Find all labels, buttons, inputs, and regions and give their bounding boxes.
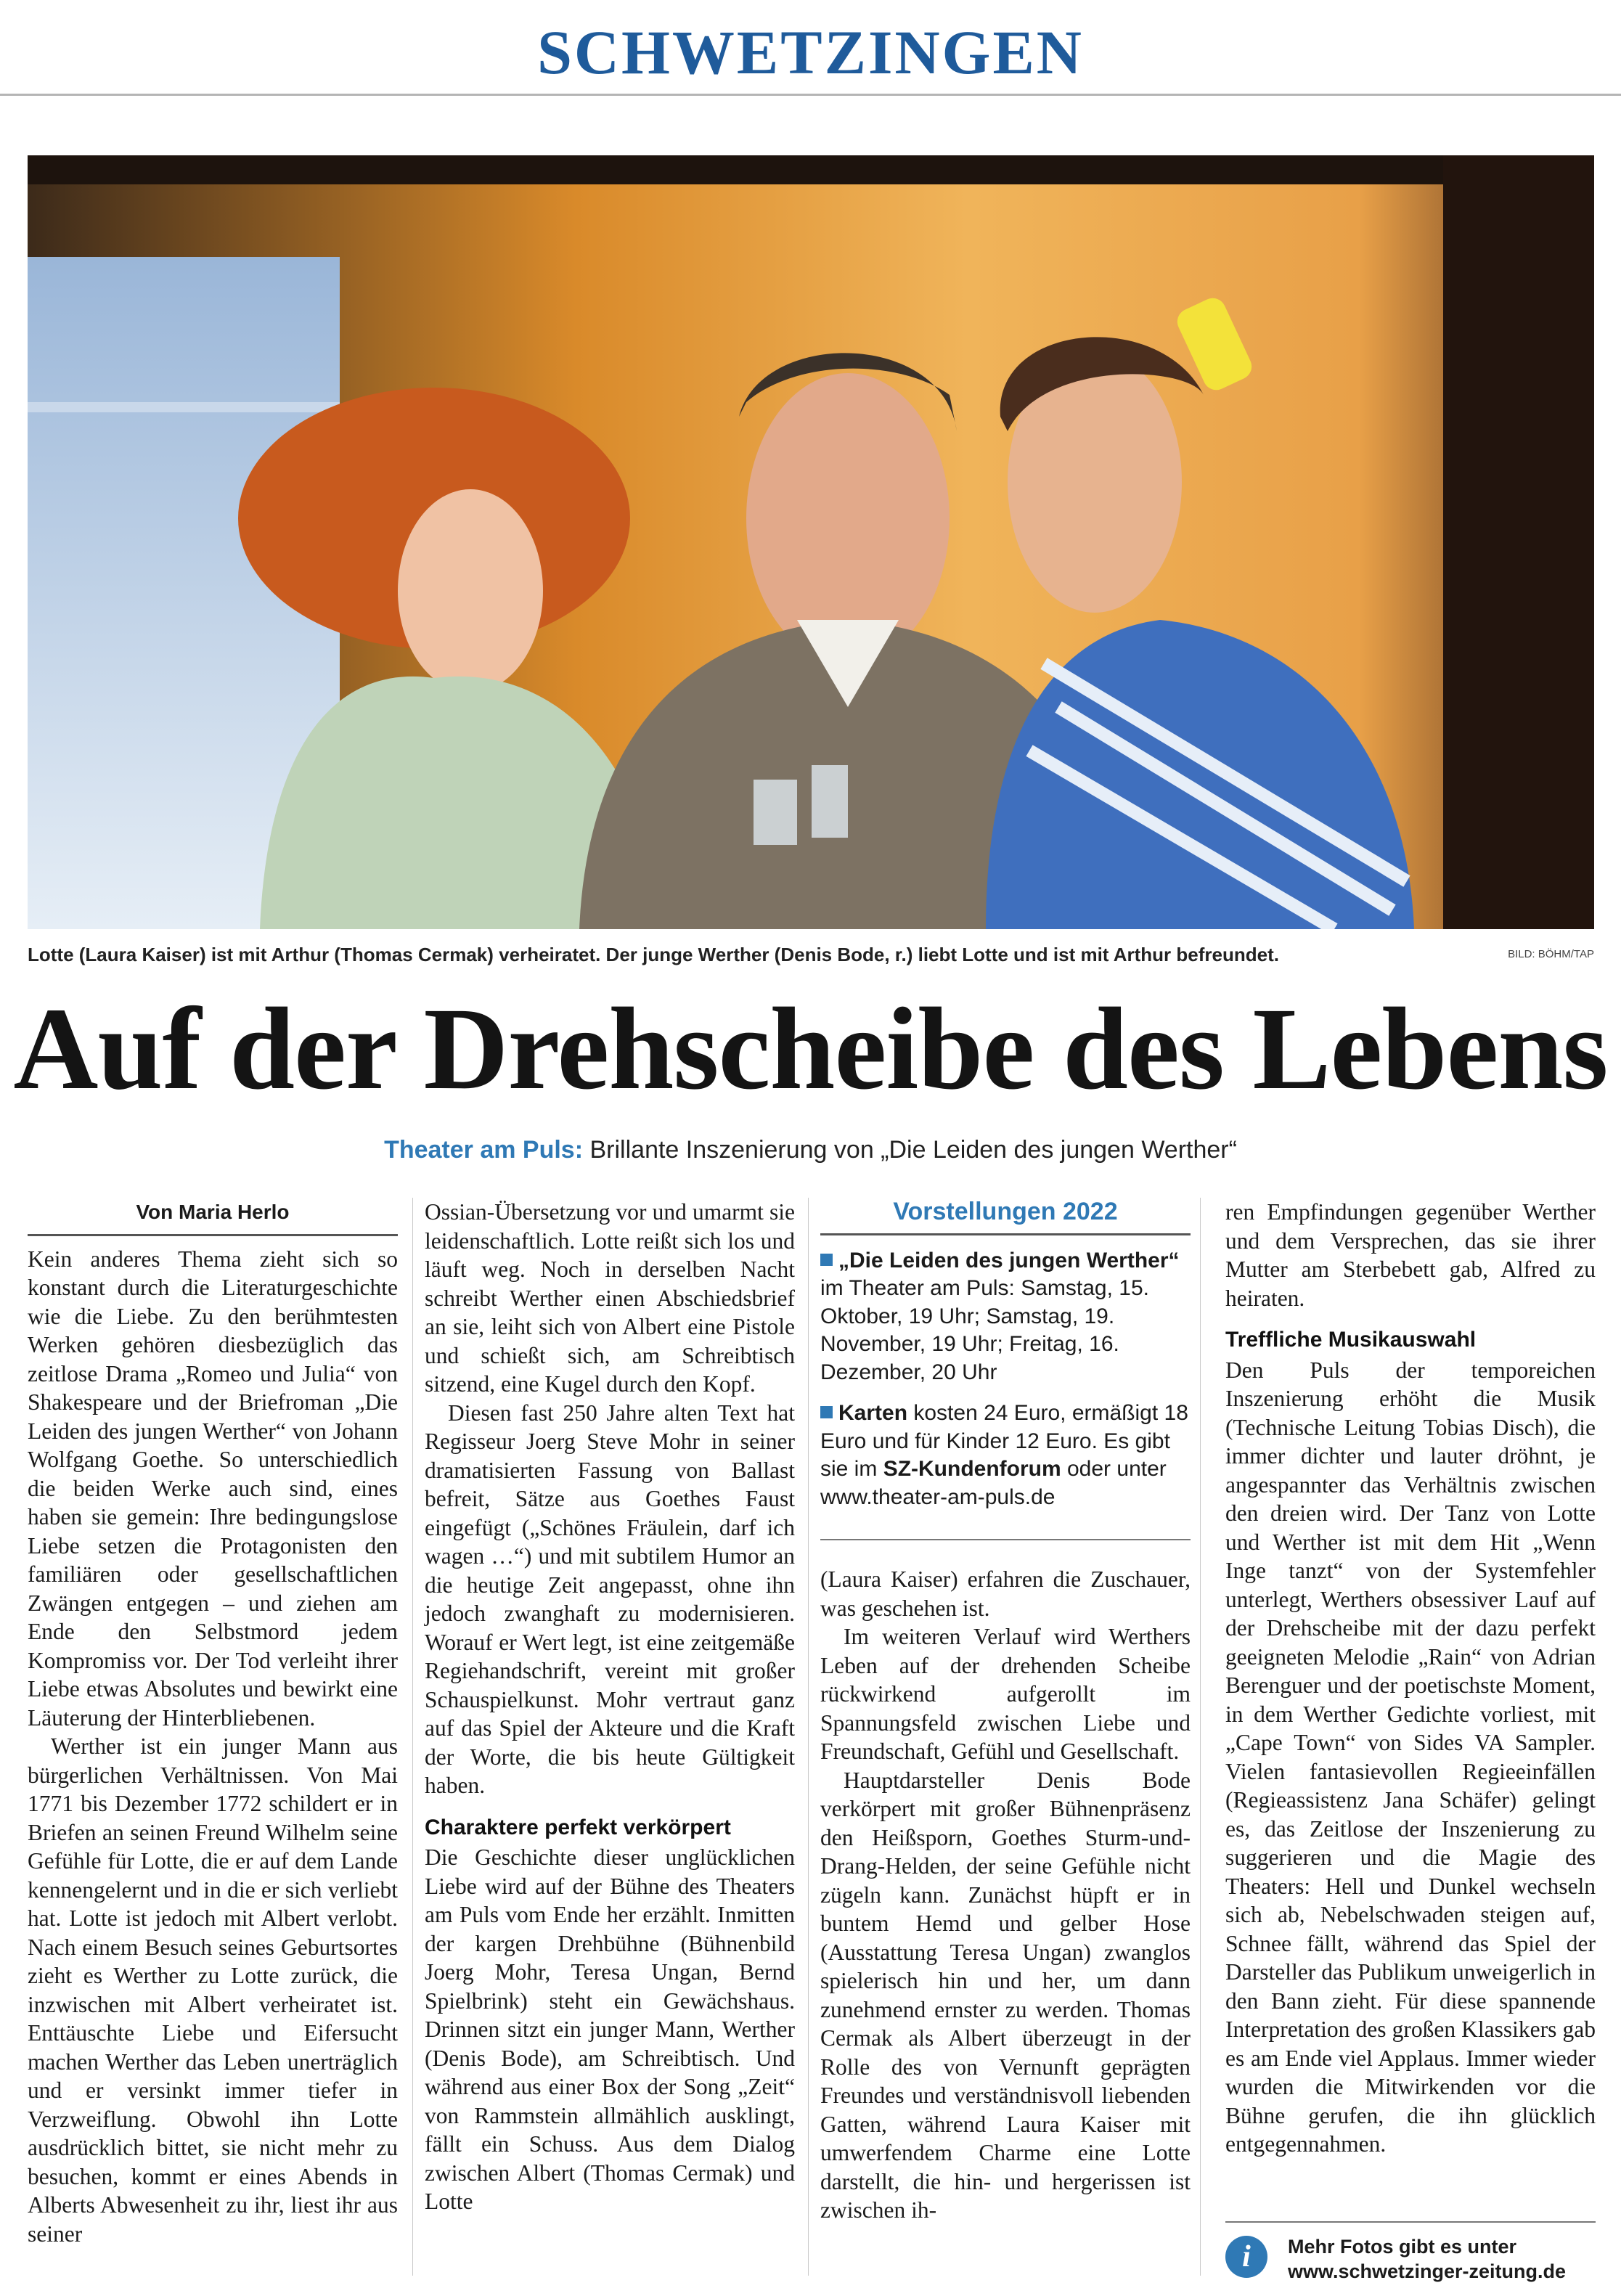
stage-photo-illustration xyxy=(28,155,1594,929)
column-rule xyxy=(412,1198,413,2276)
article-subline xyxy=(0,1136,1621,1164)
subheading: Treffliche Musikauswahl xyxy=(1225,1328,1477,1352)
infobox-title: Vorstellungen 2022 xyxy=(820,1198,1191,1235)
article-photo xyxy=(28,155,1594,929)
entry-title: Karten xyxy=(838,1401,908,1425)
entry-text: kosten 24 Euro, ermäßigt 18 Euro und für Kinder 12 Euro. Es gibt sie im xyxy=(820,1401,1188,1481)
paragraph: (Laura Kaiser) erfahren die Zuschauer, was geschehen ist. xyxy=(820,1566,1191,1621)
byline: Von Maria Herlo xyxy=(28,1198,398,1236)
paragraph: Kein anderes Thema zieht sich so konstant durch die Literaturgeschichte wie die Liebe. Zu den berühmtesten Werken gehören diesbezüglich das zeitlose Drama „Romeo und Julia“ von Shakespeare und der Briefroman „Die Leiden des jungen Werther“ von Johann Wolfgang Goethe. So unterschiedlich die beiden Werke auch sind, eines haben sie gemein: Ihre bedingungslose Liebe setzen die Protagonisten den familiären oder gesellschaftlichen Zwängen entgegen – und ziehen am Ende den Selbstmord jedem Kompromiss vor. Der Tod verleiht ihrer Liebe etwas Absolutes und bewirkt eine Läuterung der Hinterbliebenen. xyxy=(28,1246,398,1731)
more-photos-link[interactable]: www.schwetzinger-zeitung.de xyxy=(1288,2260,1567,2282)
column-2 xyxy=(425,1198,795,2216)
column-rule xyxy=(808,1198,809,2276)
photo-credit: BILD: BÖHM/TAP xyxy=(1508,948,1594,960)
paragraph: Ossian-Übersetzung vor und umarmt sie leidenschaftlich. Lotte reißt sich los und läuft weg. Noch in derselben Nacht schreibt Werther einen Abschiedsbrief an sie, leiht sich von Albert eine Pistole und schießt sich, am Schreibtisch sitzend, eine Kugel durch den Kopf. xyxy=(425,1199,795,1397)
infobox-entry-dates xyxy=(820,1247,1191,1387)
bullet-square-icon xyxy=(820,1406,833,1418)
entry-title: „Die Leiden des jungen Werther“ xyxy=(838,1248,1180,1272)
paragraph: Diesen fast 250 Jahre alten Text hat Regisseur Joerg Steve Mohr in seiner dramatisierten Fassung von Ballast befreit, Sätze aus Goethes Faust eingefügt („Schönes Fräulein, darf ich wagen …“) und mit subtilem Humor an die heutige Zeit angepasst, ohne ihn jedoch zwanghaft zu modernisieren. Worauf er Wert legt, ist eine zeitgemäße Regiehandschrift, vereint mit großer Schauspielkunst. Mohr vertraut ganz auf das Spiel der Akteure und die Kraft der Worte, die bis heute Gültigkeit haben. xyxy=(425,1400,795,1798)
bullet-square-icon xyxy=(820,1254,833,1266)
paragraph: ren Empfindungen gegenüber Werther und dem Versprechen, das sie ihrer Mutter am Sterbebett gab, Alfred zu heiraten. xyxy=(1225,1199,1596,1311)
subheading: Charaktere perfekt verkörpert xyxy=(425,1815,731,1839)
entry-text: im Theater am Puls: Samstag, 15. Oktober, 19 Uhr; Samstag, 19. November, 19 Uhr; Freitag, 16. Dezember, 20 Uhr xyxy=(820,1276,1149,1384)
more-photos-text: Mehr Fotos gibt es unter xyxy=(1288,2236,1517,2258)
paragraph: Den Puls der temporeichen Inszenierung erhöht die Musik (Technische Leitung Tobias Disch), die immer dichter und lauter dröhnt, je angespannter das Verhältnis zwischen den dreien wird. Der Tanz von Lotte und Werther ist mit dem Hit „Wenn Inge tanzt“ von der Systemfehler unterlegt, Werthers obsessiver Lauf auf der Drehscheibe mit der dazu perfekt geeigneten Melodie „Rain“ von Adrian Berenguer und der poetischste Moment, in dem Werther Gedichte vorliest, mit „Cape Town“ von Sides VA Sampler. Vielen fantasievollen Regieeinfällen (Regieassistenz Jana Schäfer) gelingt es, das Zeitlose der Inszenierung zu suggerieren und die Magie des Theaters: Hell und Dunkel wechseln sich ab, Nebelschwaden steigen auf, Schnee fällt, während das Spiel der Darsteller das Publikum unweigerlich in den Bann zieht. Für diese spannende Interpretation des großen Klassikers gab es am Ende viel Applaus. Immer wieder wurden die Mitwirkenden vor die Bühne gerufen, die ihn glücklich entgegennahmen. xyxy=(1225,1357,1596,2157)
column-1 xyxy=(28,1198,398,2248)
subline-kicker: Theater am Puls: xyxy=(384,1136,584,1164)
article-headline: Auf der Drehscheibe des Lebens xyxy=(13,984,1608,1114)
infobox-entry-tickets xyxy=(820,1400,1191,1511)
paragraph: Die Geschichte dieser unglücklichen Liebe wird auf der Bühne des Theaters am Puls vom Ende her erzählt. Inmitten der kargen Drehbühne (Bühnenbild Joerg Mohr, Teresa Ungan, Bernd Spielbrink) steht ein Gewächshaus. Drinnen sitzt ein junger Mann, Werther (Denis Bode), am Schreibtisch. Und während aus einer Box der Song „Zeit“ von Rammstein allmählich ausklingt, fällt ein Schuss. Aus dem Dialog zwischen Albert (Thomas Cermak) und Lotte xyxy=(425,1844,795,2214)
paragraph: Hauptdarsteller Denis Bode verkörpert mit großer Bühnenpräsenz den Heißsporn, Goethes Sturm-und-Drang-Helden, der seine Gefühle nicht zügeln kann. Zunächst hüpft er in buntem Hemd und gelber Hose (Ausstattung Teresa Ungan) zwanglos spielerisch hin und her, um dann zunehmend ernster zu werden. Thomas Cermak als Albert überzeugt in der Rolle des von Vernunft geprägten Freundes und verständnisvoll liebenden Gatten, während Laura Kaiser mit umwerfendem Charme eine Lotte darstellt, die hin- und hergerissen ist zwischen ih- xyxy=(820,1767,1191,2223)
paragraph: Werther ist ein junger Mann aus bürgerlichen Verhältnissen. Von Mai 1771 bis Dezember 1772 schildert er in Briefen an seinen Freund Wilhelm seine Gefühle für Lotte, die er auf dem Lande kennengelernt und in die er sich verliebt hat. Lotte ist jedoch mit Albert verlobt. Nach einem Besuch seines Geburtsortes zieht es Werther zu Lotte zurück, die inzwischen mit Albert verheiratet ist. Enttäuschte Liebe und Eifersucht machen Werther das Leben unerträglich und er versinkt immer tiefer in Verzweiflung. Obwohl ihn Lotte ausdrücklich bittet, sie nicht mehr zu besuchen, kommt er eines Abends in Alberts Abwesenheit zu ihr, liest ihr aus seiner xyxy=(28,1733,398,2247)
masthead-title: SCHWETZINGEN xyxy=(537,17,1084,87)
entry-venue: SZ-Kundenforum xyxy=(883,1457,1061,1481)
performance-infobox xyxy=(820,1198,1191,1540)
info-icon: i xyxy=(1225,2236,1267,2278)
photo-caption xyxy=(28,944,1594,973)
masthead xyxy=(0,0,1621,96)
column-3 xyxy=(820,1198,1191,2225)
more-photos-box xyxy=(1225,2221,1596,2284)
caption-text: Lotte (Laura Kaiser) ist mit Arthur (Thomas Cermak) verheiratet. Der junge Werther (Denis Bode, r.) liebt Lotte und ist mit Arthur befreundet. xyxy=(28,944,1279,965)
subline-text: Brillante Inszenierung von „Die Leiden des jungen Werther“ xyxy=(589,1136,1237,1164)
paragraph: Im weiteren Verlauf wird Werthers Leben auf der drehenden Scheibe rückwirkend aufgerollt im Spannungsfeld zwischen Liebe und Freundschaft, Gefühl und Gesellschaft. xyxy=(820,1624,1191,1764)
column-4 xyxy=(1225,1198,1596,2159)
column-rule xyxy=(1200,1198,1201,2276)
entry-text: oder unter www.theater-am-puls.de xyxy=(820,1457,1167,1509)
